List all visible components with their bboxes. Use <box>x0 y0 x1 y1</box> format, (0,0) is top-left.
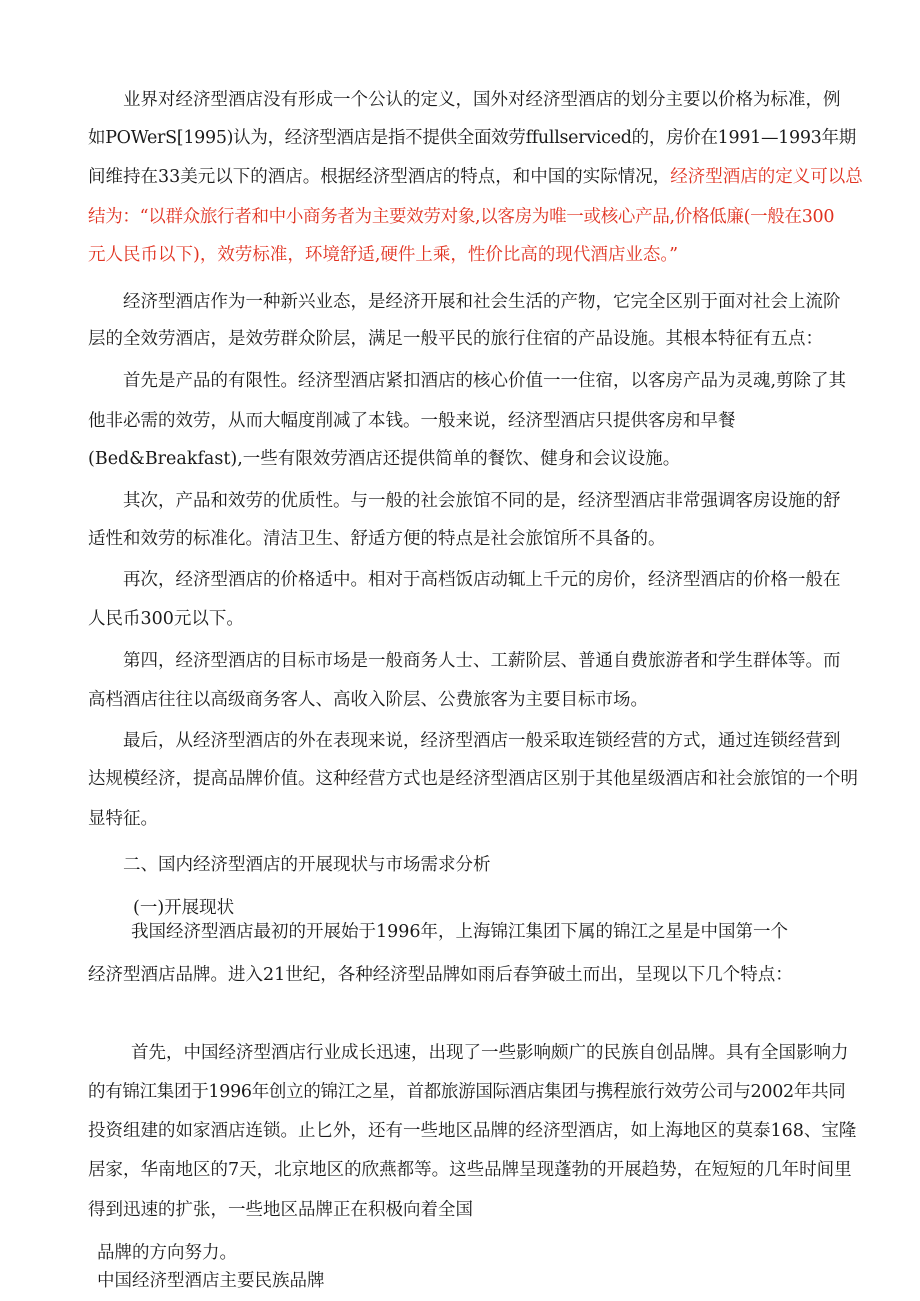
p4-line-1: 其次，产品和效劳的优质性。与一般的社会旅馆不同的是，经济型酒店非常强调客房设施的舒 <box>123 491 841 511</box>
definition-highlight-start: 经济型酒店的定义可以总 <box>670 167 863 187</box>
p1-line-2: 如POWerS[1995)认为，经济型酒店是指不提供全面效劳ffullserviced的，房价在1991—1993年期 <box>88 128 856 148</box>
p3-line-2: 他非必需的效劳，从而大幅度削减了本钱。一般来说，经济型酒店只提供客房和早餐 <box>88 411 736 431</box>
p9-line-4: 居家，华南地区的7天，北京地区的欣燕都等。这些品牌呈现蓬勃的开展趋势，在短短的几年时间里 <box>88 1160 852 1180</box>
p9-line-2: 的有锦江集团于1996年创立的锦江之星，首都旅游国际酒店集团与携程旅行效劳公司与2002年共同 <box>88 1082 846 1102</box>
p9-line-6: 品牌的方向努力。 <box>97 1243 237 1263</box>
table-caption: 中国经济型酒店主要民族品牌 <box>97 1271 325 1291</box>
definition-highlight-line-2: 结为：“以群众旅行者和中小商务者为主要效劳对象,以客房为唯一或核心产品,价格低廉(一般在300 <box>88 207 835 227</box>
p1-line-3-normal: 间维持在33美元以下的酒店。根据经济型酒店的特点，和中国的实际情况， <box>88 167 671 187</box>
p1-line-1: 业界对经济型酒店没有形成一个公认的定义，国外对经济型酒店的划分主要以价格为标准，例 <box>123 90 841 110</box>
p3-line-1: 首先是产品的有限性。经济型酒店紧扣酒店的核心价值一一住宿，以客房产品为灵魂,剪除了其 <box>123 371 847 391</box>
p4-line-2: 适性和效劳的标准化。清洁卫生、舒适方便的特点是社会旅馆所不具备的。 <box>88 529 666 549</box>
p9-line-5: 得到迅速的扩张，一些地区品牌正在积极向着全国 <box>88 1200 473 1220</box>
p2-line-2: 层的全效劳酒店，是效劳群众阶层，满足一般平民的旅行住宿的产品设施。其根本特征有五点： <box>88 329 823 349</box>
p7-line-2: 达规模经济，提高品牌价值。这种经营方式也是经济型酒店区别于其他星级酒店和社会旅馆的一个明 <box>88 769 858 789</box>
section-heading: 二、国内经济型酒店的开展现状与市场需求分析 <box>123 855 491 875</box>
p5-line-1: 再次，经济型酒店的价格适中。相对于高档饭店动辄上千元的房价，经济型酒店的价格一般在 <box>123 570 841 590</box>
p7-line-1: 最后，从经济型酒店的外在表现来说，经济型酒店一般采取连锁经营的方式，通过连锁经营到 <box>123 731 841 751</box>
p9-line-3: 投资组建的如家酒店连锁。止匕外，还有一些地区品牌的经济型酒店，如上海地区的莫泰168、宝隆 <box>88 1121 857 1141</box>
p6-line-2: 高档酒店往往以高级商务客人、高收入阶层、公费旅客为主要目标市场。 <box>88 690 648 710</box>
subsection-heading: (一)开展现状 <box>133 898 235 918</box>
p1-line-3 <box>88 165 863 189</box>
p3-line-3: (Bed&Breakfast),一些有限效劳酒店还提供简单的餐饮、健身和会议设施。 <box>88 449 681 469</box>
p2-line-1: 经济型酒店作为一种新兴业态，是经济开展和社会生活的产物，它完全区别于面对社会上流阶 <box>123 292 841 312</box>
p5-line-2: 人民币300元以下。 <box>88 609 244 629</box>
p6-line-1: 第四，经济型酒店的目标市场是一般商务人士、工薪阶层、普通自费旅游者和学生群体等。而 <box>123 651 841 671</box>
p8-line-1: 我国经济型酒店最初的开展始于1996年，上海锦江集团下属的锦江之星是中国第一个 <box>131 922 789 942</box>
p8-line-2: 经济型酒店品牌。进入21世纪，各种经济型品牌如雨后春笋破土而出，呈现以下几个特点： <box>88 965 793 985</box>
p7-line-3: 显特征。 <box>88 809 158 829</box>
p9-line-1: 首先，中国经济型酒店行业成长迅速，出现了一些影响颇广的民族自创品牌。具有全国影响力 <box>131 1043 849 1063</box>
definition-highlight-line-3: 元人民币以下)，效劳标准，环境舒适,硬件上乘，性价比高的现代酒店业态。” <box>88 245 679 265</box>
